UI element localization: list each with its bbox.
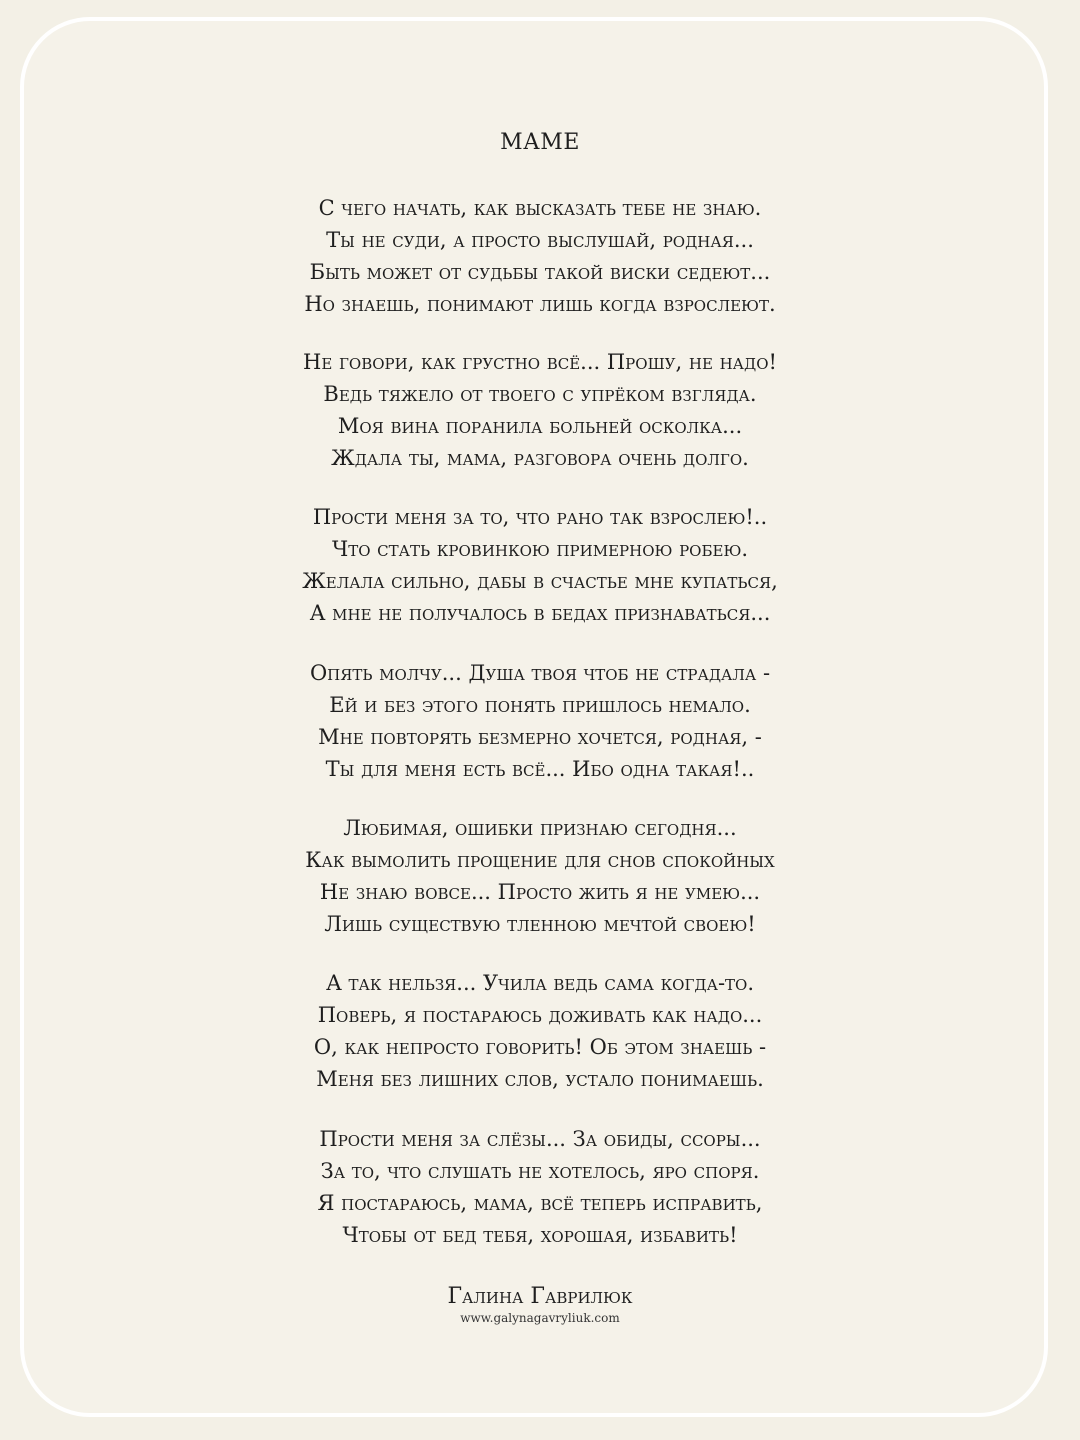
poem-line: Ей и без этого понять пришлось немало.: [329, 693, 751, 717]
poem-line: Ты для меня есть всё... Ибо одна такая!..: [325, 757, 755, 781]
poem-line: Как вымолить прощение для снов спокойных: [305, 848, 775, 872]
poem-line: Мне повторять безмерно хочется, родная, -: [318, 725, 762, 749]
poem-line: Но знаешь, понимают лишь когда взрослеют.: [304, 292, 776, 316]
stanza-1: [0, 192, 1080, 320]
stanza-5: [0, 812, 1080, 940]
poem-line: С чего начать, как высказать тебе не знаю.: [318, 196, 762, 220]
poem-line: А так нельзя... Учила ведь сама когда-то.: [325, 971, 755, 995]
poem-line: Не говори, как грустно всё... Прошу, не надо!: [303, 350, 777, 374]
poem-line: Что стать кровинкою примерною робею.: [331, 537, 749, 561]
poem-line: Прости меня за то, что рано так взрослею!..: [312, 505, 768, 529]
poem-line: О, как непросто говорить! Об этом знаешь -: [313, 1035, 767, 1059]
stanza-2: [0, 346, 1080, 474]
stanza-3: [0, 501, 1080, 629]
poem-line: Быть может от судьбы такой виски седеют...: [309, 260, 771, 284]
poem-line: Прости меня за слёзы... За обиды, ссоры...: [319, 1127, 761, 1151]
poem-line: Опять молчу... Душа твоя чтоб не страдала -: [309, 661, 771, 685]
poem-line: За то, что слушать не хотелось, яро споря.: [320, 1159, 760, 1183]
author-website: www.galynagavryliuk.com: [460, 1311, 620, 1325]
poem-line: Поверь, я постараюсь доживать как надо...: [317, 1003, 763, 1027]
stanza-4: [0, 657, 1080, 785]
poem-line: Чтобы от бед тебя, хорошая, избавить!: [342, 1223, 738, 1247]
stanza-6: [0, 967, 1080, 1095]
poem-line: Ведь тяжело от твоего с упрёком взгляда.: [323, 382, 757, 406]
poem-line: Я постараюсь, мама, всё теперь исправить,: [317, 1191, 763, 1215]
poem-line: Желала сильно, дабы в счастье мне купаться,: [302, 569, 778, 593]
poem-title: МАМЕ: [500, 130, 580, 155]
poem-line: Любимая, ошибки признаю сегодня...: [343, 816, 737, 840]
stanza-7: [0, 1123, 1080, 1251]
poem-line: Лишь существую тленною мечтой своею!: [324, 912, 756, 936]
author-name: Галина Гаврилюк: [447, 1284, 633, 1309]
poem-line: Не знаю вовсе... Просто жить я не умею...: [319, 880, 761, 904]
poem-line: Моя вина поранила больней осколка...: [337, 414, 743, 438]
poem-line: Ждала ты, мама, разговора очень долго.: [331, 446, 749, 470]
poem-line: Ты не суди, а просто выслушай, родная...: [326, 228, 754, 252]
poem-line: Меня без лишних слов, устало понимаешь.: [316, 1067, 764, 1091]
poem-line: А мне не получалось в бедах признаваться...: [309, 601, 771, 625]
